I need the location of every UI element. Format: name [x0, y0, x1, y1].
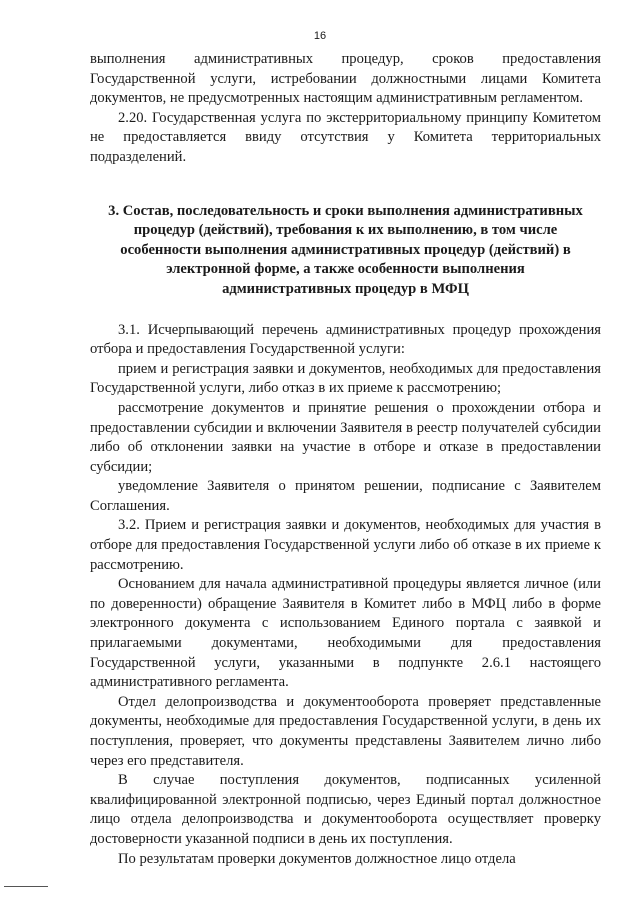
page-number: 16 [313, 30, 327, 42]
section-heading: 3. Состав, последовательность и сроки выполнения административных процедур (действий), требования к их выполнению, в том числе особенности выполнения административных процедур (действий) в электронной форме, а также особенности выполнения административных процедур в МФЦ [108, 202, 583, 297]
document-body [90, 50, 601, 869]
paragraph: 3.1. Исчерпывающий перечень административных процедур прохождения отбора и предоставления Государственной услуги: [90, 321, 601, 358]
footer-rule [4, 886, 48, 887]
list-item: прием и регистрация заявки и документов, необходимых для предоставления Государственной услуги, либо отказ в их приеме к рассмотрению; [90, 360, 601, 397]
paragraph: В случае поступления документов, подписанных усиленной квалифицированной электронной подписью, через Единый портал должностное лицо отдела делопроизводства и документооборота осуществляет проверку достоверности указанной подписи в день их поступления. [90, 772, 601, 847]
spacer [90, 300, 601, 321]
paragraph: По результатам проверки документов должностное лицо отдела [118, 850, 516, 867]
list-item: рассмотрение документов и принятие решения о прохождении отбора и предоставлении субсидии и включении Заявителя в реестр получателей субсидии либо об отклонении заявки на участие в отборе и отказе в предоставлении субсидии; [90, 399, 601, 475]
paragraph: Отдел делопроизводства и документооборота проверяет представленные документы, необходимые для предоставления Государственной услуги, в день их поступления, проверяет, что документы представлены Заявителем лично либо через его представителя. [90, 693, 601, 769]
spacer [90, 168, 601, 202]
paragraph: 2.20. Государственная услуга по экстерриториальному принципу Комитетом не предоставляется ввиду отсутствия у Комитета территориальных подразделений. [90, 109, 601, 165]
paragraph: Основанием для начала административной процедуры является личное (или по доверенности) обращение Заявителя в Комитет либо в МФЦ либо в форме электронного документа с использованием Единого портала с заявкой и прилагаемыми документами, необходимыми для предоставления Государственной услуги, указанными в подпункте 2.6.1 настоящего административного регламента. [90, 576, 601, 691]
paragraph: выполнения административных процедур, сроков предоставления Государственной услуги, истребовании должностными лицами Комитета документов, не предусмотренных настоящим административным регламентом. [90, 51, 601, 107]
list-item: уведомление Заявителя о принятом решении, подписание с Заявителем Соглашения. [90, 478, 601, 514]
paragraph: 3.2. Прием и регистрация заявки и документов, необходимых для участия в отборе для предоставления Государственной услуги либо об отказе в их приеме к рассмотрению. [90, 517, 601, 573]
